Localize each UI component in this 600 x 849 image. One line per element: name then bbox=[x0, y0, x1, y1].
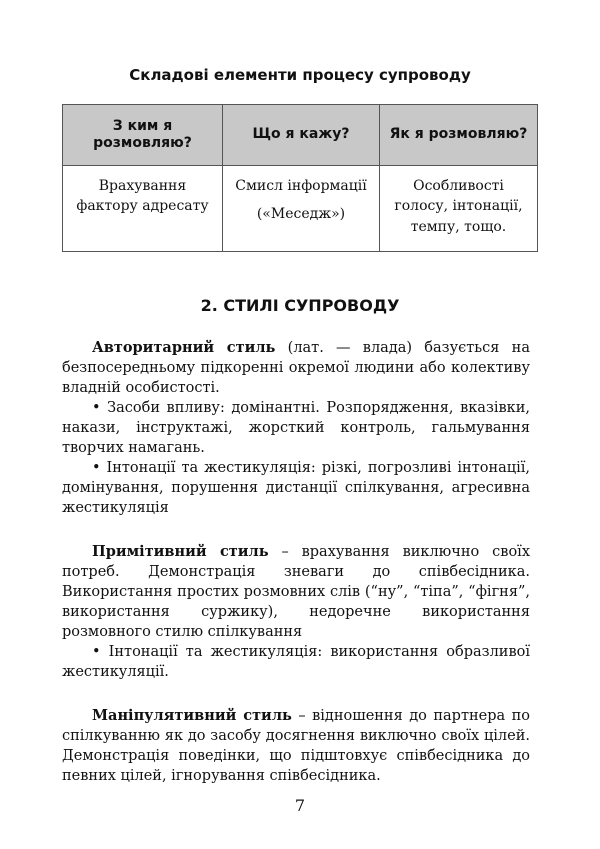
style-definition: – врахування виключно своїх потреб. Демонстрація зневаги до співбесідника. Використання простих розмовних слів (“ну”, “тіпа”, “фігня”, використання суржику), недоречне використання розмовного стилю спілкування bbox=[62, 544, 530, 640]
style-term: Авторитарний стиль bbox=[92, 339, 276, 356]
style-paragraph-manipulative bbox=[62, 706, 530, 786]
header-who: З ким я розмовляю? bbox=[63, 105, 223, 166]
table-cell-who bbox=[63, 166, 223, 252]
header-how: Як я розмовляю? bbox=[380, 105, 538, 166]
table-cell-how bbox=[380, 166, 538, 252]
page-number: 7 bbox=[294, 796, 306, 815]
style-definition: – відношення до партнера по спілкуванню як до засобу досягнення виключно своїх цілей. Демонстрація поведінки, що підштовхує співбесідника до певних цілей, ігнорування співбесідника. bbox=[62, 708, 531, 784]
style-definition: (лат. — влада) базується на безпосередньому підкоренні окремої людини або колективу владній особистості. bbox=[62, 340, 530, 396]
cell-line: фактору адресату bbox=[76, 198, 209, 215]
header-what: Що я кажу? bbox=[223, 105, 380, 166]
table-cell-what bbox=[223, 166, 380, 252]
style-paragraph-primitive bbox=[62, 542, 530, 642]
paragraph-gap bbox=[62, 518, 530, 542]
cell-line: Особливості bbox=[413, 178, 504, 194]
section-body bbox=[62, 338, 530, 786]
cell-line: темпу, тощо. bbox=[410, 218, 507, 235]
table-header-row bbox=[63, 105, 538, 166]
table-title: Складові елементи процесу супроводу bbox=[129, 66, 471, 84]
style-term: Маніпулятивний стиль bbox=[92, 707, 292, 724]
cell-line: Врахування bbox=[98, 178, 187, 194]
cell-line: голосу, інтонації, bbox=[394, 198, 523, 215]
bullet-item: • Засоби впливу: домінантні. Розпорядження, вказівки, накази, інструктажі, жорсткий контроль, гальмування творчих намагань. bbox=[62, 400, 530, 456]
style-paragraph-authoritarian bbox=[62, 338, 530, 398]
section-heading: 2. СТИЛІ СУПРОВОДУ bbox=[200, 296, 400, 315]
bullet-item: • Інтонації та жестикуляція: використання образливої жестикуляції. bbox=[62, 644, 530, 680]
style-term: Примітивний стиль bbox=[92, 543, 269, 560]
paragraph-gap bbox=[62, 682, 530, 706]
table-row bbox=[63, 166, 538, 252]
cell-line: («Меседж») bbox=[256, 206, 346, 223]
escort-elements-table bbox=[62, 104, 538, 252]
cell-line: Смисл інформації bbox=[235, 178, 367, 194]
bullet-item: • Інтонації та жестикуляція: різкі, погрозливі інтонації, домінування, порушення дистанції спілкування, агресивна жестикуляція bbox=[62, 460, 530, 516]
